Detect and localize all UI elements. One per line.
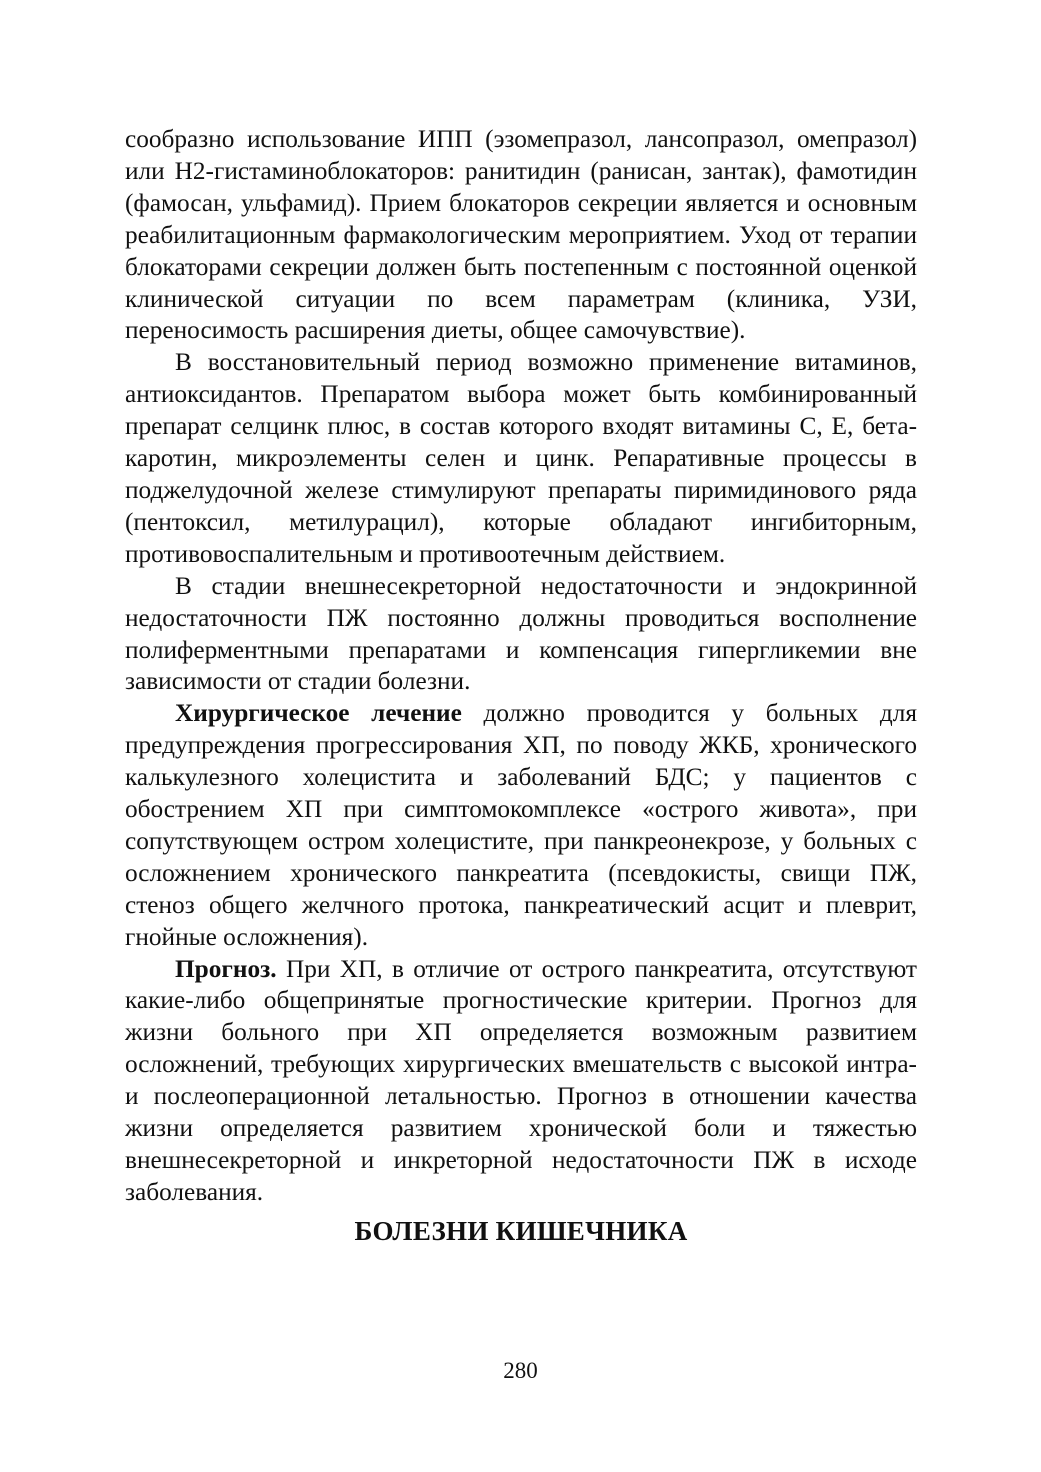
paragraph-3 [125,571,917,699]
prognosis-text: При ХП, в отличие от острого панкреатита, отсутствуют какие-либо общепринятые прогностические критерии. Прогноз для жизни больного при ХП определяется возможным развитием осложнений, требующих хирургических вмешательств с высокой интра- и послеоперационной летальностью. Прогноз в отношении качества жизни определяется развитием хронической боли и тяжестью внешнесекреторной и инкреторной недостаточности ПЖ в исходе заболевания. [125,954,917,1206]
page-body [125,124,917,1247]
paragraph-1-text: сообразно использование ИПП (эзомепразол, лансопразол, омепразол) или Н2-гистаминоблокаторов: ранитидин (ранисан, зантак), фамотидин (фамосан, ульфамид). Прием блокаторов секреции является и основным реабилитационным фармакологическим мероприятием. Уход от терапии блокаторами секреции должен быть постепенным с постоянной оценкой клинической ситуации по всем параметрам (клиника, УЗИ, переносимость расширения диеты, общее самочувствие). [125,125,917,345]
surgical-treatment-lead: Хирургическое лечение [175,699,462,728]
paragraph-1 [125,124,917,347]
section-heading: БОЛЕЗНИ КИШЕЧНИКА [354,1215,688,1246]
paragraph-2 [125,347,917,570]
paragraph-surgical-treatment [125,698,917,953]
prognosis-lead: Прогноз. [175,954,277,983]
paragraph-2-text: В восстановительный период возможно применение витаминов, антиоксидантов. Препаратом выбора может быть комбинированный препарат селцинк плюс, в состав которого входят витамины С, Е, бета-каротин, микроэлементы селен и цинк. Репаративные процессы в поджелудочной железе стимулируют препараты пиримидинового ряда (пентоксил, метилурацил), которые обладают ингибиторным, противовоспалительным и противоотечным действием. [125,348,917,568]
paragraph-3-text: В стадии внешнесекреторной недостаточности и эндокринной недостаточности ПЖ постоянно должны проводиться восполнение полиферментными препаратами и компенсация гипергликемии вне зависимости от стадии болезни. [125,571,917,696]
page-number: 280 [503,1358,538,1383]
surgical-treatment-text: должно проводится у больных для предупреждения прогрессирования ХП, по поводу ЖКБ, хронического калькулезного холецистита и заболеваний БДС; у пациентов с обострением ХП при симптомокомплексе «острого живота», при сопутствующем остром холецистите, при панкреонекрозе, у больных с осложнением хронического панкреатита (псевдокисты, свищи ПЖ, стеноз общего желчного протока, панкреатический асцит и плеврит, гнойные осложнения). [125,699,917,951]
paragraph-prognosis [125,954,917,1209]
